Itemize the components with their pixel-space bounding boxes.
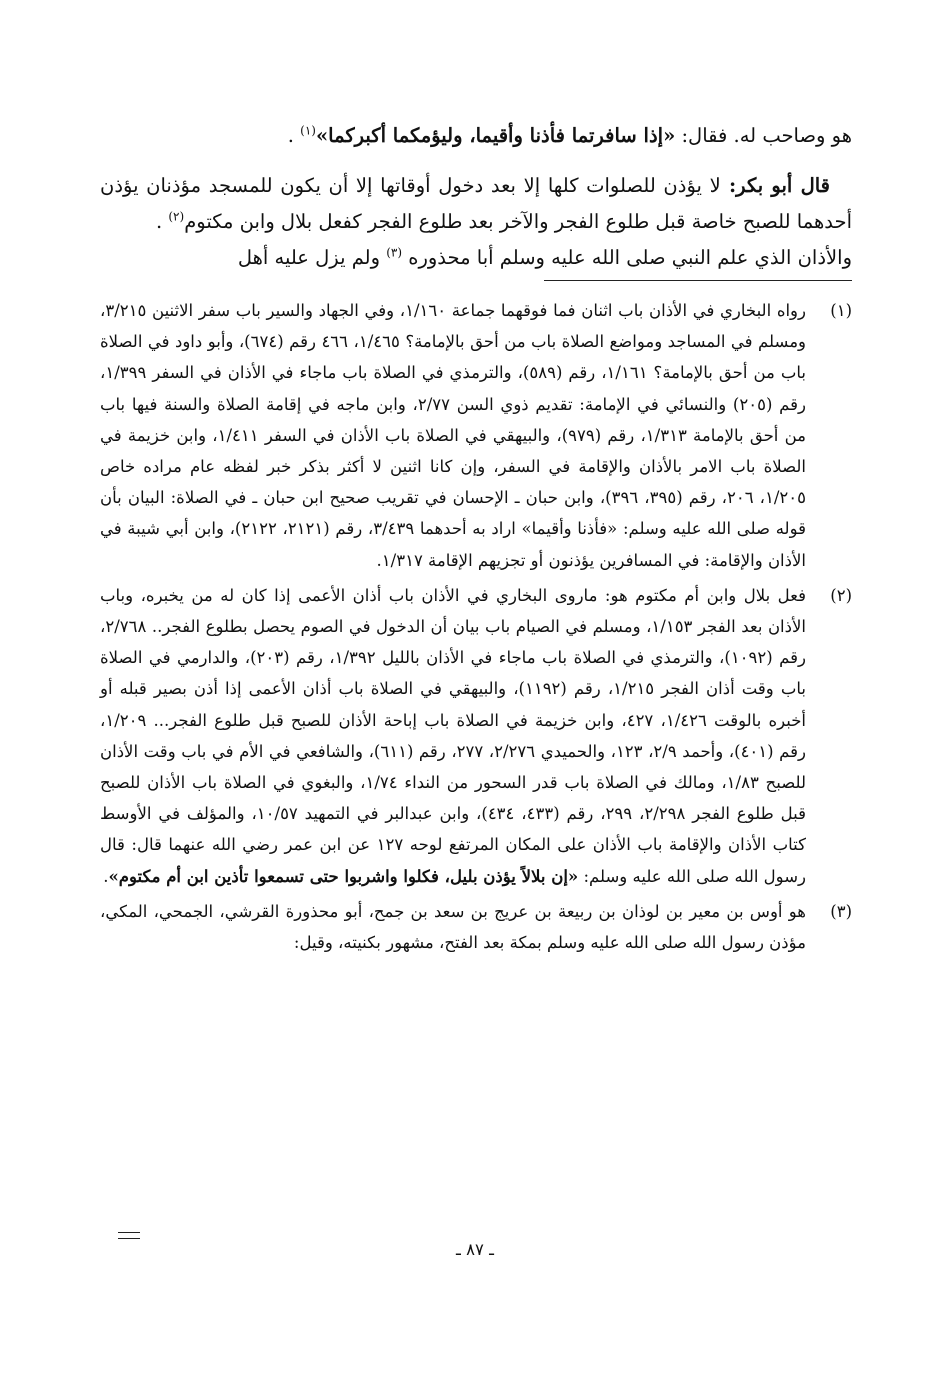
footnotes (100, 295, 852, 958)
paragraph-2-text: لا يؤذن للصلوات كلها إلا بعد دخول أوقاتها إلا أن يكون للمسجد مؤذنان يؤذن أحدهما للصبح خاصة قبل طلوع الفجر والآخر بعد طلوع الفجر كفعل بلال وابن مكتوم (100, 174, 852, 233)
footnote-1 (100, 295, 852, 576)
footnote-ref-3[interactable]: (٣) (386, 245, 403, 260)
paragraph-2-end: . (155, 210, 169, 233)
footnote-3 (100, 896, 852, 958)
paragraph-1-text: هو وصاحب له. فقال: (675, 124, 852, 147)
paragraph-2 (100, 168, 852, 240)
footnote-number: (١) (830, 301, 852, 320)
speaker-label: قال أبو بكر: (720, 174, 830, 197)
footnote-end: . (103, 866, 109, 886)
footnote-text-block (100, 580, 806, 892)
footnote-hadith-quote: «إن بلالاً يؤذن بليل، فكلوا واشربوا حتى تسمعوا تأذين ابن أم مكتوم» (108, 866, 579, 886)
footnote-text: فعل بلال وابن أم مكتوم هو: ماروى البخاري في الأذان باب أذان الأعمى إذا كان له من يخبره، وباب الأذان بعد الفجر ١/١٥٣، ومسلم في الصيام باب بيان أن الدخول في الصوم يحصل بطلوع الفجر.. ٢/٧٦٨، رقم (١٠٩٢)، والترمذي في الصلاة باب ماجاء في الأذان بالليل ١/٣٩٢، رقم (٢٠٣)، والدارمي في الصلاة باب وقت أذان الفجر ١/٢١٥، رقم (١١٩٢)، والبيهقي في الصلاة باب أذان الأعمى إذا أذن بصير قبله أو أخبره بالوقت ١/٤٢٦، ٤٢٧، وابن خزيمة في الصلاة باب إباحة الأذان للصبح قبل طلوع الفجر... ١/٢٠٩، رقم (٤٠١)، وأحمد ٢/٩، ١٢٣، والحميدي ٢/٢٧٦، ٢٧٧، رقم (٦١١)، والشافعي في الأم في باب وقت الأذان للصبح ١/٨٣، ومالك في الصلاة باب قدر السحور من النداء ١/٧٤، والبغوي في الصلاة باب الأذان للصبح قبل طلوع الفجر ٢/٢٩٨، ٢٩٩، رقم (٤٣٣، ٤٣٤)، وابن عبدالبر في التمهيد ١٠/٥٧، والمؤلف في الأوسط كتاب الأذان والإقامة باب الأذان على المكان المرتفع لوحه ١٢٧ عن ابن عمر رضي الله عنهما قال: قال رسول الله صلى الله عليه وسلم: (100, 585, 807, 886)
paragraph-1 (100, 118, 852, 154)
footnote-ref-2[interactable]: (٢) (168, 209, 185, 224)
footnote-divider (544, 280, 852, 281)
page-content (100, 118, 852, 962)
page-number: ـ ٨٧ ـ (456, 1240, 494, 1259)
footnote-number: (٣) (830, 901, 852, 921)
footnote-ref-1[interactable]: (١) (300, 123, 316, 138)
paragraph-3-end: ولم يزل عليه أهل (237, 246, 387, 269)
paragraph-3 (100, 240, 852, 276)
hadith-quote: «إذا سافرتما فأذنا وأقيما، وليؤمكما أكبركما» (315, 124, 676, 147)
main-text (100, 118, 852, 276)
footnote-number: (٢) (830, 585, 852, 605)
footnote-text: رواه البخاري في الأذان باب اثنان فما فوقهما جماعة ١/١٦٠، وفي الجهاد والسير باب سفر الاثنين ٣/٢١٥، ومسلم في المساجد ومواضع الصلاة باب من أحق بالإمامة؟ ١/٤٦٥، ٤٦٦ رقم (٦٧٤)، وأبو داود في الصلاة باب من أحق بالإمامة؟ ١/١٦١، رقم (٥٨٩)، والترمذي في الصلاة باب ماجاء في الأذان في السفر ١/٣٩٩، رقم (٢٠٥) والنسائي في الإمامة: تقديم ذوي السن ٢/٧٧، وابن ماجه في إقامة الصلاة والسنة فيها باب من أحق بالإمامة ١/٣١٣، رقم (٩٧٩)، والبيهقي في الصلاة باب الأذان في السفر ١/٤١١، وابن خزيمة في الصلاة باب الامر بالأذان والإقامة في السفر، وإن كانا اثنين لا أكثر بذكر خبر لفظه عام مراده خاص ١/٢٠٥، ٢٠٦، رقم (٣٩٥، ٣٩٦)، وابن حبان ـ الإحسان في تقريب صحيح ابن حبان ـ في الصلاة: البيان بأن قوله صلى الله عليه وسلم: «فأذنا وأقيما» اراد به أحدهما ٣/٤٣٩، رقم (٢١٢١، ٢١٢٢)، وابن أبي شيبة في الأذان والإقامة: في المسافرين يؤذنون أو تجزيهم الإقامة ١/٣١٧. (100, 301, 807, 570)
paragraph-1-end: . (287, 124, 301, 147)
continuation-mark (118, 1232, 140, 1239)
footnote-2 (100, 580, 852, 892)
paragraph-3-text: والأذان الذي علم النبي صلى الله عليه وسلم أبا محذوره (402, 246, 852, 269)
footnote-text: هو أوس بن معير بن لوذان بن ربيعة بن عريج بن سعد بن جمح، أبو محذورة القرشي، الجمحي، المكي، مؤذن رسول الله صلى الله عليه وسلم بمكة بعد الفتح، مشهور بكنيته، وقيل: (100, 901, 806, 953)
